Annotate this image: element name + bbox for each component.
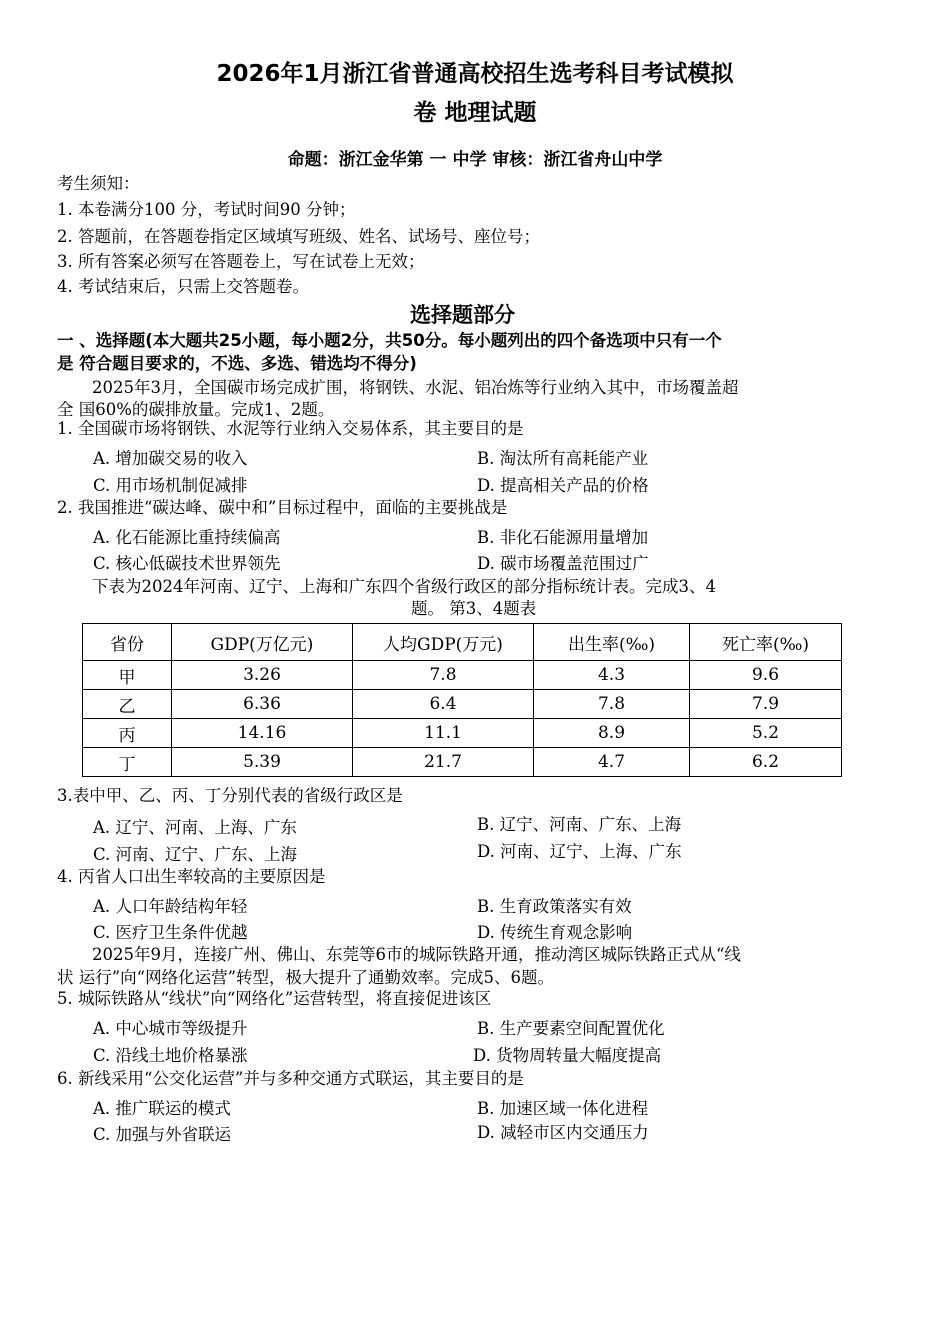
table-row xyxy=(83,719,842,748)
table-header-cell: 死亡率(‰) xyxy=(690,624,842,661)
table-cell: 4.3 xyxy=(534,661,690,690)
table-header-cell: 出生率(‰) xyxy=(534,624,690,661)
question-5-option-a[interactable]: A. 中心城市等级提升 xyxy=(93,1019,248,1038)
question-5-option-d[interactable]: D. 货物周转量大幅度提高 xyxy=(473,1046,662,1065)
table-header-cell: GDP(万亿元) xyxy=(172,624,353,661)
passage1-line1: 2025年3月，全国碳市场完成扩围，将钢铁、水泥、铝冶炼等行业纳入其中，市场覆盖超 xyxy=(92,378,739,397)
table-cell: 11.1 xyxy=(353,719,534,748)
exam-credits: 命题：浙江金华第 一 中学 审核：浙江省舟山中学 xyxy=(287,150,663,170)
passage3-line1: 2025年9月，连接广州、佛山、东莞等6市的城际铁路开通，推动湾区城际铁路正式从“线 xyxy=(92,945,741,964)
question-5-stem: 5. 城际铁路从“线状”向“网络化”运营转型，将直接促进该区 xyxy=(57,989,492,1008)
section-instruction-line2: 是 符合题目要求的，不选、多选、错选均不得分) xyxy=(57,354,417,373)
passage2-line1: 下表为2024年河南、辽宁、上海和广东四个省级行政区的部分指标统计表。完成3、4 xyxy=(92,577,716,596)
notice-item: 4. 考试结束后，只需上交答题卷。 xyxy=(57,277,309,296)
notice-heading: 考生须知： xyxy=(57,174,140,193)
question-6-option-c[interactable]: C. 加强与外省联运 xyxy=(93,1125,232,1144)
question-3-option-d[interactable]: D. 河南、辽宁、上海、广东 xyxy=(477,842,682,861)
table-header-cell: 省份 xyxy=(83,624,172,661)
question-1-option-d[interactable]: D. 提高相关产品的价格 xyxy=(477,476,649,495)
question-2-option-d[interactable]: D. 碳市场覆盖范围过广 xyxy=(477,554,649,573)
table-cell: 6.2 xyxy=(690,748,842,777)
question-1-option-c[interactable]: C. 用市场机制促减排 xyxy=(93,476,248,495)
table-cell: 甲 xyxy=(83,661,172,690)
table-cell: 4.7 xyxy=(534,748,690,777)
notice-item: 2. 答题前，在答题卷指定区域填写班级、姓名、试场号、座位号； xyxy=(57,227,540,246)
question-1-option-b[interactable]: B. 淘汰所有高耗能产业 xyxy=(477,449,649,468)
table-cell: 7.9 xyxy=(690,690,842,719)
question-2-option-b[interactable]: B. 非化石能源用量增加 xyxy=(477,528,649,547)
passage1-line2: 全 国60%的碳排放量。完成1、2题。 xyxy=(57,400,335,419)
table-cell: 6.4 xyxy=(353,690,534,719)
question-5-option-c[interactable]: C. 沿线土地价格暴涨 xyxy=(93,1046,248,1065)
table-cell: 3.26 xyxy=(172,661,353,690)
question-3-option-a[interactable]: A. 辽宁、河南、上海、广东 xyxy=(93,818,297,837)
section-title: 选择题部分 xyxy=(410,303,515,327)
table-cell: 7.8 xyxy=(534,690,690,719)
question-5-option-b[interactable]: B. 生产要素空间配置优化 xyxy=(477,1019,665,1038)
table-cell: 丁 xyxy=(83,748,172,777)
table-cell: 丙 xyxy=(83,719,172,748)
question-6-option-b[interactable]: B. 加速区域一体化进程 xyxy=(477,1099,649,1118)
section-instruction-line1: 一 、选择题(本大题共25小题，每小题2分，共50分。每小题列出的四个备选项中只有一个 xyxy=(57,331,722,350)
passage2-line2: 题。 第3、4题表 xyxy=(411,599,537,618)
question-2-option-c[interactable]: C. 核心低碳技术世界领先 xyxy=(93,554,281,573)
question-3-option-b[interactable]: B. 辽宁、河南、广东、上海 xyxy=(477,815,682,834)
table-cell: 6.36 xyxy=(172,690,353,719)
notice-item: 1. 本卷满分100 分，考试时间90 分钟； xyxy=(57,200,356,219)
table-row xyxy=(83,690,842,719)
question-3-stem: 3.表中甲、乙、丙、丁分别代表的省级行政区是 xyxy=(57,786,403,805)
table-header-cell: 人均GDP(万元) xyxy=(353,624,534,661)
question-4-option-a[interactable]: A. 人口年龄结构年轻 xyxy=(93,897,248,916)
question-2-stem: 2. 我国推进“碳达峰、碳中和”目标过程中，面临的主要挑战是 xyxy=(57,498,508,517)
table-row xyxy=(83,748,842,777)
exam-title-line2: 卷 地理试题 xyxy=(413,100,537,126)
question-2-option-a[interactable]: A. 化石能源比重持续偏高 xyxy=(93,528,281,547)
exam-title-line1: 2026年1月浙江省普通高校招生选考科目考试模拟 xyxy=(216,61,734,87)
table-cell: 7.8 xyxy=(353,661,534,690)
question-1-stem: 1. 全国碳市场将钢铁、水泥等行业纳入交易体系，其主要目的是 xyxy=(57,419,524,438)
table-cell: 5.39 xyxy=(172,748,353,777)
table-cell: 8.9 xyxy=(534,719,690,748)
table-cell: 21.7 xyxy=(353,748,534,777)
question-4-option-c[interactable]: C. 医疗卫生条件优越 xyxy=(93,923,248,942)
table-cell: 14.16 xyxy=(172,719,353,748)
stats-table xyxy=(82,623,842,777)
table-row xyxy=(83,661,842,690)
question-4-stem: 4. 丙省人口出生率较高的主要原因是 xyxy=(57,867,326,886)
passage3-line2: 状 运行”向“网络化运营”转型，极大提升了通勤效率。完成5、6题。 xyxy=(57,968,555,987)
table-cell: 乙 xyxy=(83,690,172,719)
table-cell: 9.6 xyxy=(690,661,842,690)
question-4-option-d[interactable]: D. 传统生育观念影响 xyxy=(477,923,633,942)
question-1-option-a[interactable]: A. 增加碳交易的收入 xyxy=(93,449,248,468)
question-4-option-b[interactable]: B. 生育政策落实有效 xyxy=(477,897,632,916)
table-cell: 5.2 xyxy=(690,719,842,748)
table-header-row xyxy=(83,624,842,661)
question-3-option-c[interactable]: C. 河南、辽宁、广东、上海 xyxy=(93,845,298,864)
question-6-stem: 6. 新线采用“公交化运营”并与多种交通方式联运，其主要目的是 xyxy=(57,1069,524,1088)
notice-item: 3. 所有答案必须写在答题卷上，写在试卷上无效； xyxy=(57,252,425,271)
question-6-option-d[interactable]: D. 减轻市区内交通压力 xyxy=(477,1123,649,1142)
question-6-option-a[interactable]: A. 推广联运的模式 xyxy=(93,1099,231,1118)
